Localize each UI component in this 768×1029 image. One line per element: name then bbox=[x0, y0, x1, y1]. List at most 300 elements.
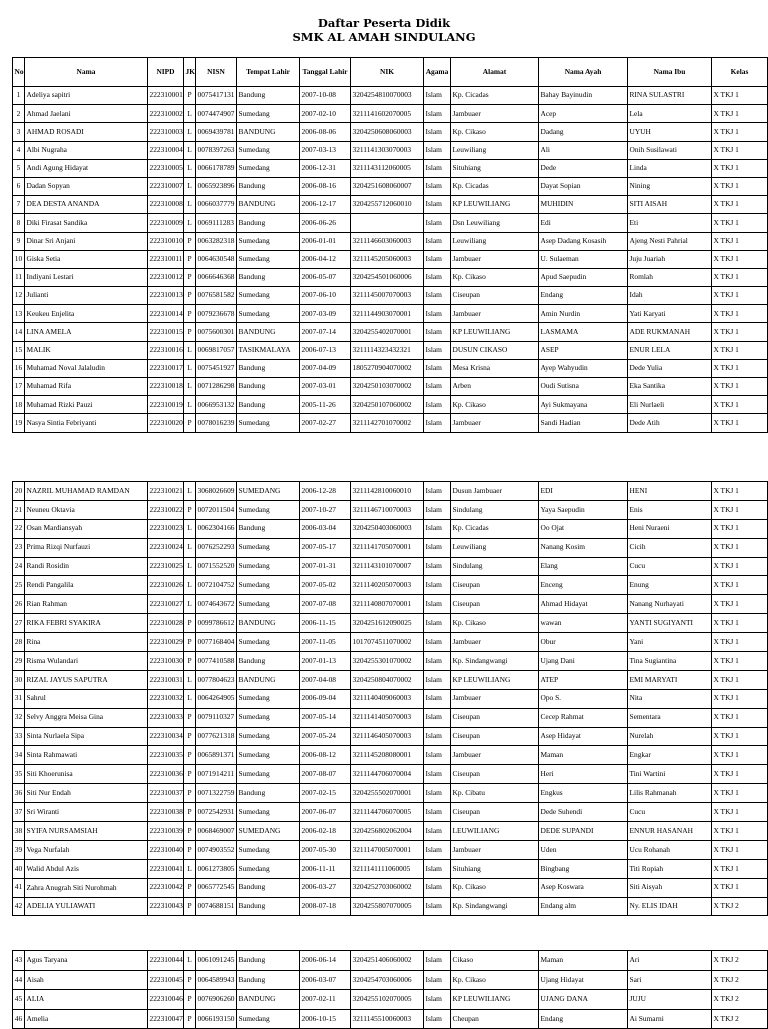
cell-nisn: 0066193150 bbox=[196, 1009, 237, 1029]
cell-alamat: Jambuaer bbox=[451, 250, 539, 268]
student-table-page-2 bbox=[12, 481, 768, 916]
cell-nipd: 222310035 bbox=[148, 746, 184, 765]
cell-agama: Islam bbox=[424, 482, 451, 501]
cell-nama-ayah: Edi bbox=[539, 214, 628, 232]
cell-alamat: Jambuaer bbox=[451, 746, 539, 765]
cell-nipd: 222310033 bbox=[148, 708, 184, 727]
cell-no: 46 bbox=[13, 1009, 25, 1029]
table-row bbox=[13, 970, 768, 990]
cell-nisn: 0099786612 bbox=[196, 614, 237, 633]
cell-nisn: 0066178789 bbox=[196, 159, 237, 177]
cell-nama: ALIA bbox=[25, 990, 148, 1010]
cell-nama-ibu: Cucu bbox=[628, 803, 712, 822]
cell-tanggal-lahir: 2007-10-27 bbox=[300, 500, 351, 519]
cell-tempat-lahir: Sumedang bbox=[237, 141, 300, 159]
cell-tempat-lahir: Bandung bbox=[237, 784, 300, 803]
cell-nisn: 0069817057 bbox=[196, 341, 237, 359]
cell-nama-ayah: Obur bbox=[539, 633, 628, 652]
cell-nama-ibu: Enung bbox=[628, 576, 712, 595]
table-row bbox=[13, 141, 768, 159]
cell-no: 43 bbox=[13, 951, 25, 971]
cell-nama-ayah: Ayi Sukmayana bbox=[539, 396, 628, 414]
cell-tempat-lahir: Bandung bbox=[237, 951, 300, 971]
header-nama-ibu: Nama Ibu bbox=[628, 58, 712, 87]
cell-agama: Islam bbox=[424, 196, 451, 214]
cell-nisn: 0074688151 bbox=[196, 897, 237, 916]
table-row bbox=[13, 519, 768, 538]
cell-tempat-lahir: Sumedang bbox=[237, 708, 300, 727]
cell-nik: 3211144706070005 bbox=[351, 803, 424, 822]
cell-kelas: X TKJ 1 bbox=[712, 538, 768, 557]
cell-nik: 3211146603060003 bbox=[351, 232, 424, 250]
cell-nik: 1805270904070002 bbox=[351, 359, 424, 377]
cell-nipd: 222310014 bbox=[148, 305, 184, 323]
cell-nama-ayah: ATEP bbox=[539, 670, 628, 689]
cell-nik: 3211143112060005 bbox=[351, 159, 424, 177]
cell-nama-ibu: YANTI SUGIYANTI bbox=[628, 614, 712, 633]
cell-tempat-lahir: Sumedang bbox=[237, 1009, 300, 1029]
cell-nama-ayah: Oo Ojat bbox=[539, 519, 628, 538]
header-no: No bbox=[13, 58, 25, 87]
cell-jk: P bbox=[184, 840, 196, 859]
cell-kelas: X TKJ 1 bbox=[712, 652, 768, 671]
cell-tanggal-lahir: 2007-03-09 bbox=[300, 305, 351, 323]
cell-nisn: 0063282318 bbox=[196, 232, 237, 250]
cell-no: 32 bbox=[13, 708, 25, 727]
cell-alamat: Kp. Cikaso bbox=[451, 396, 539, 414]
cell-jk: L bbox=[184, 214, 196, 232]
cell-tanggal-lahir: 2006-01-01 bbox=[300, 232, 351, 250]
cell-nik: 3204255402070001 bbox=[351, 323, 424, 341]
cell-tempat-lahir: Bandung bbox=[237, 87, 300, 105]
cell-agama: Islam bbox=[424, 341, 451, 359]
cell-nama-ibu: ENUR LELA bbox=[628, 341, 712, 359]
table-row bbox=[13, 196, 768, 214]
cell-nipd: 222310013 bbox=[148, 287, 184, 305]
cell-alamat: Ciseupan bbox=[451, 708, 539, 727]
cell-no: 26 bbox=[13, 595, 25, 614]
cell-nama-ibu: Idah bbox=[628, 287, 712, 305]
cell-nama-ibu: JUJU bbox=[628, 990, 712, 1010]
cell-tempat-lahir: Sumedang bbox=[237, 595, 300, 614]
cell-alamat: Dsn Leuwiliang bbox=[451, 214, 539, 232]
cell-jk: L bbox=[184, 105, 196, 123]
cell-jk: P bbox=[184, 727, 196, 746]
cell-no: 40 bbox=[13, 859, 25, 878]
cell-jk: P bbox=[184, 897, 196, 916]
cell-nik: 3204250403060003 bbox=[351, 519, 424, 538]
cell-nama-ayah: Bingbang bbox=[539, 859, 628, 878]
cell-tempat-lahir: Bandung bbox=[237, 177, 300, 195]
table-row bbox=[13, 323, 768, 341]
cell-nama-ayah: Opo S. bbox=[539, 689, 628, 708]
cell-nama: Walid Abdul Azis bbox=[25, 859, 148, 878]
cell-tempat-lahir: Sumedang bbox=[237, 746, 300, 765]
cell-jk: L bbox=[184, 670, 196, 689]
cell-jk: P bbox=[184, 633, 196, 652]
cell-nipd: 222310008 bbox=[148, 196, 184, 214]
cell-tempat-lahir: Bandung bbox=[237, 378, 300, 396]
cell-nama: Rendi Pangalila bbox=[25, 576, 148, 595]
cell-nipd: 222310024 bbox=[148, 538, 184, 557]
cell-nipd: 222310034 bbox=[148, 727, 184, 746]
cell-alamat: Ciseupan bbox=[451, 595, 539, 614]
cell-jk: P bbox=[184, 784, 196, 803]
cell-alamat: Arben bbox=[451, 378, 539, 396]
cell-nama-ibu: Heni Nuraeni bbox=[628, 519, 712, 538]
table-row bbox=[13, 576, 768, 595]
table-header-row bbox=[13, 58, 768, 87]
cell-nisn: 0066953132 bbox=[196, 396, 237, 414]
cell-jk: L bbox=[184, 557, 196, 576]
cell-nama-ayah: Endang alm bbox=[539, 897, 628, 916]
cell-no: 25 bbox=[13, 576, 25, 595]
cell-alamat: Kp. Sindangwangi bbox=[451, 652, 539, 671]
cell-tempat-lahir: Bandung bbox=[237, 652, 300, 671]
cell-no: 45 bbox=[13, 990, 25, 1010]
cell-nama-ayah: Ali bbox=[539, 141, 628, 159]
cell-tanggal-lahir: 2007-02-10 bbox=[300, 105, 351, 123]
cell-nisn: 0071322759 bbox=[196, 784, 237, 803]
cell-agama: Islam bbox=[424, 670, 451, 689]
cell-alamat: KP LEUWILIANG bbox=[451, 670, 539, 689]
cell-nik: 3211146710070003 bbox=[351, 500, 424, 519]
cell-kelas: X TKJ 1 bbox=[712, 670, 768, 689]
cell-nik: 3204250103070002 bbox=[351, 378, 424, 396]
cell-nama: Rina bbox=[25, 633, 148, 652]
cell-agama: Islam bbox=[424, 878, 451, 897]
cell-nama: MALIK bbox=[25, 341, 148, 359]
cell-nama-ibu: Romlah bbox=[628, 268, 712, 286]
cell-tanggal-lahir: 2007-02-11 bbox=[300, 990, 351, 1010]
cell-alamat: Kp. Sindangwangi bbox=[451, 897, 539, 916]
cell-nik: 3204250804070002 bbox=[351, 670, 424, 689]
cell-tanggal-lahir: 2005-11-26 bbox=[300, 396, 351, 414]
cell-agama: Islam bbox=[424, 633, 451, 652]
cell-nama-ayah: Maman bbox=[539, 951, 628, 971]
cell-nama-ayah: Asep Hidayat bbox=[539, 727, 628, 746]
table-row bbox=[13, 595, 768, 614]
cell-nik: 3211144706070004 bbox=[351, 765, 424, 784]
table-row bbox=[13, 287, 768, 305]
cell-nipd: 222310036 bbox=[148, 765, 184, 784]
cell-alamat: Leuwiliang bbox=[451, 232, 539, 250]
cell-kelas: X TKJ 1 bbox=[712, 177, 768, 195]
cell-nisn: 3068026609 bbox=[196, 482, 237, 501]
cell-tanggal-lahir: 2007-05-24 bbox=[300, 727, 351, 746]
cell-tanggal-lahir: 2006-07-13 bbox=[300, 341, 351, 359]
cell-nik: 3211145205060003 bbox=[351, 250, 424, 268]
cell-nisn: 0061273805 bbox=[196, 859, 237, 878]
header-nik: NIK bbox=[351, 58, 424, 87]
table-row bbox=[13, 633, 768, 652]
header-nama: Nama bbox=[25, 58, 148, 87]
cell-nama-ayah: Bahay Bayinudin bbox=[539, 87, 628, 105]
cell-jk: L bbox=[184, 519, 196, 538]
cell-kelas: X TKJ 1 bbox=[712, 878, 768, 897]
cell-nipd: 222310018 bbox=[148, 378, 184, 396]
cell-nama-ayah: EDI bbox=[539, 482, 628, 501]
cell-nama: Siti Khoerunisa bbox=[25, 765, 148, 784]
cell-no: 37 bbox=[13, 803, 25, 822]
cell-kelas: X TKJ 1 bbox=[712, 822, 768, 841]
cell-nama: Sinta Rahmawati bbox=[25, 746, 148, 765]
cell-nisn: 0066037779 bbox=[196, 196, 237, 214]
cell-kelas: X TKJ 1 bbox=[712, 840, 768, 859]
cell-nama-ibu: Ari bbox=[628, 951, 712, 971]
cell-nik: 3211140205070003 bbox=[351, 576, 424, 595]
cell-nisn: 0065772545 bbox=[196, 878, 237, 897]
table-row bbox=[13, 878, 768, 897]
cell-no: 38 bbox=[13, 822, 25, 841]
cell-nama-ibu: Lilis Rahmanah bbox=[628, 784, 712, 803]
cell-nama: Dinar Sri Anjani bbox=[25, 232, 148, 250]
table-row bbox=[13, 268, 768, 286]
cell-no: 6 bbox=[13, 177, 25, 195]
cell-nama: Vega Nurfalah bbox=[25, 840, 148, 859]
cell-nama: Dadan Sopyan bbox=[25, 177, 148, 195]
cell-agama: Islam bbox=[424, 708, 451, 727]
cell-nama-ayah: Apud Saepudin bbox=[539, 268, 628, 286]
cell-nama-ayah: U. Sulaeman bbox=[539, 250, 628, 268]
cell-nama-ibu: Ucu Rohanah bbox=[628, 840, 712, 859]
cell-tempat-lahir: TASIKMALAYA bbox=[237, 341, 300, 359]
cell-nama-ibu: Ajeng Nesti Pahrial bbox=[628, 232, 712, 250]
cell-jk: P bbox=[184, 268, 196, 286]
cell-no: 31 bbox=[13, 689, 25, 708]
cell-nik: 3204255102070005 bbox=[351, 990, 424, 1010]
cell-nik: 3204255807070005 bbox=[351, 897, 424, 916]
cell-tempat-lahir: Sumedang bbox=[237, 859, 300, 878]
cell-nama-ayah: Enceng bbox=[539, 576, 628, 595]
cell-nama-ibu: RINA SULASTRI bbox=[628, 87, 712, 105]
cell-nisn: 0065891371 bbox=[196, 746, 237, 765]
table-row bbox=[13, 159, 768, 177]
cell-tempat-lahir: Sumedang bbox=[237, 633, 300, 652]
cell-nama-ibu: Eka Santika bbox=[628, 378, 712, 396]
cell-jk: L bbox=[184, 123, 196, 141]
cell-no: 30 bbox=[13, 670, 25, 689]
cell-jk: L bbox=[184, 951, 196, 971]
cell-agama: Islam bbox=[424, 305, 451, 323]
cell-agama: Islam bbox=[424, 105, 451, 123]
cell-jk: P bbox=[184, 970, 196, 990]
cell-alamat: Sindulang bbox=[451, 557, 539, 576]
cell-agama: Islam bbox=[424, 803, 451, 822]
cell-agama: Islam bbox=[424, 123, 451, 141]
cell-nama-ayah: Heri bbox=[539, 765, 628, 784]
document-title: Daftar Peserta Didik bbox=[317, 16, 451, 30]
cell-nik bbox=[351, 214, 424, 232]
cell-nipd: 222310004 bbox=[148, 141, 184, 159]
cell-nisn: 0062304166 bbox=[196, 519, 237, 538]
cell-nik: 3204256802062004 bbox=[351, 822, 424, 841]
cell-nama: NAZRIL MUHAMAD RAMDAN bbox=[25, 482, 148, 501]
cell-nama-ayah: Ujang Dani bbox=[539, 652, 628, 671]
cell-nipd: 222310045 bbox=[148, 970, 184, 990]
cell-jk: L bbox=[184, 141, 196, 159]
cell-nama-ayah: Ayep Wahyudin bbox=[539, 359, 628, 377]
cell-alamat: Kp. Cikaso bbox=[451, 878, 539, 897]
cell-nipd: 222310030 bbox=[148, 652, 184, 671]
cell-kelas: X TKJ 1 bbox=[712, 727, 768, 746]
cell-nik: 3204251608060007 bbox=[351, 177, 424, 195]
cell-nisn: 0069111283 bbox=[196, 214, 237, 232]
cell-jk: P bbox=[184, 990, 196, 1010]
cell-nik: 3211141705070001 bbox=[351, 538, 424, 557]
cell-agama: Islam bbox=[424, 576, 451, 595]
cell-agama: Islam bbox=[424, 951, 451, 971]
cell-nipd: 222310047 bbox=[148, 1009, 184, 1029]
table-row bbox=[13, 232, 768, 250]
cell-nipd: 222310012 bbox=[148, 268, 184, 286]
cell-nipd: 222310042 bbox=[148, 878, 184, 897]
cell-nisn: 0077410588 bbox=[196, 652, 237, 671]
cell-kelas: X TKJ 1 bbox=[712, 595, 768, 614]
cell-no: 24 bbox=[13, 557, 25, 576]
cell-kelas: X TKJ 1 bbox=[712, 159, 768, 177]
table-row bbox=[13, 840, 768, 859]
cell-nama-ayah: Oudi Sutisna bbox=[539, 378, 628, 396]
cell-alamat: KP LEUWILIANG bbox=[451, 196, 539, 214]
cell-tempat-lahir: Sumedang bbox=[237, 250, 300, 268]
cell-nama-ibu: Titi Ropiah bbox=[628, 859, 712, 878]
cell-nama: Sinta Nurlaela Sipa bbox=[25, 727, 148, 746]
cell-tanggal-lahir: 2006-06-26 bbox=[300, 214, 351, 232]
cell-no: 44 bbox=[13, 970, 25, 990]
cell-nik: 3204255502070001 bbox=[351, 784, 424, 803]
cell-kelas: X TKJ 1 bbox=[712, 803, 768, 822]
cell-tempat-lahir: BANDUNG bbox=[237, 614, 300, 633]
cell-nama: Agus Taryana bbox=[25, 951, 148, 971]
cell-tanggal-lahir: 2007-05-14 bbox=[300, 708, 351, 727]
header-tempat-lahir: Tempat Lahir bbox=[237, 58, 300, 87]
cell-kelas: X TKJ 1 bbox=[712, 232, 768, 250]
cell-nipd: 222310029 bbox=[148, 633, 184, 652]
cell-kelas: X TKJ 1 bbox=[712, 765, 768, 784]
cell-jk: L bbox=[184, 538, 196, 557]
cell-tempat-lahir: BANDUNG bbox=[237, 670, 300, 689]
cell-nama-ibu: Eli Nurlaeli bbox=[628, 396, 712, 414]
cell-tempat-lahir: Bandung bbox=[237, 519, 300, 538]
header-tanggal-lahir: Tanggal Lahir bbox=[300, 58, 351, 87]
cell-nik: 3211141303070003 bbox=[351, 141, 424, 159]
table-row bbox=[13, 87, 768, 105]
school-name: SMK AL AMAH SINDULANG bbox=[292, 30, 476, 44]
cell-nama-ibu: Yani bbox=[628, 633, 712, 652]
header-alamat: Alamat bbox=[451, 58, 539, 87]
cell-nama-ibu: Dede Yulia bbox=[628, 359, 712, 377]
cell-nama: Adeliya sapitri bbox=[25, 87, 148, 105]
cell-nama: Siti Nur Endah bbox=[25, 784, 148, 803]
cell-nik: 3211143101070007 bbox=[351, 557, 424, 576]
cell-tempat-lahir: Bandung bbox=[237, 897, 300, 916]
table-row bbox=[13, 396, 768, 414]
cell-no: 7 bbox=[13, 196, 25, 214]
table-row bbox=[13, 990, 768, 1010]
cell-nama-ayah: Asep Koswara bbox=[539, 878, 628, 897]
cell-agama: Islam bbox=[424, 378, 451, 396]
cell-no: 2 bbox=[13, 105, 25, 123]
cell-tanggal-lahir: 2007-06-10 bbox=[300, 287, 351, 305]
cell-kelas: X TKJ 2 bbox=[712, 990, 768, 1010]
cell-alamat: Jambuaer bbox=[451, 414, 539, 432]
cell-no: 36 bbox=[13, 784, 25, 803]
cell-tempat-lahir: BANDUNG bbox=[237, 123, 300, 141]
cell-nama-ibu: SITI AISAH bbox=[628, 196, 712, 214]
cell-nik: 3204254810070003 bbox=[351, 87, 424, 105]
cell-nama-ibu: ADE RUKMANAH bbox=[628, 323, 712, 341]
table-row bbox=[13, 614, 768, 633]
cell-nipd: 222310046 bbox=[148, 990, 184, 1010]
cell-tempat-lahir: BANDUNG bbox=[237, 323, 300, 341]
table-row bbox=[13, 951, 768, 971]
cell-tanggal-lahir: 2006-10-15 bbox=[300, 1009, 351, 1029]
cell-nama: Muhamad Rizki Pauzi bbox=[25, 396, 148, 414]
cell-no: 9 bbox=[13, 232, 25, 250]
table-row bbox=[13, 897, 768, 916]
cell-nama: Sahrul bbox=[25, 689, 148, 708]
cell-nik: 3211142701070002 bbox=[351, 414, 424, 432]
cell-tempat-lahir: BANDUNG bbox=[237, 990, 300, 1010]
cell-no: 16 bbox=[13, 359, 25, 377]
cell-no: 13 bbox=[13, 305, 25, 323]
cell-alamat: Ciseupan bbox=[451, 576, 539, 595]
table-row bbox=[13, 359, 768, 377]
table-row bbox=[13, 746, 768, 765]
cell-nik: 3211141111060005 bbox=[351, 859, 424, 878]
cell-alamat: KP LEUWILIANG bbox=[451, 990, 539, 1010]
cell-alamat: DUSUN CIKASO bbox=[451, 341, 539, 359]
cell-alamat: Dusun Jambuaer bbox=[451, 482, 539, 501]
cell-kelas: X TKJ 1 bbox=[712, 268, 768, 286]
cell-nik: 3211147005070001 bbox=[351, 840, 424, 859]
cell-jk: L bbox=[184, 341, 196, 359]
cell-jk: P bbox=[184, 232, 196, 250]
cell-nama: DEA DESTA ANANDA bbox=[25, 196, 148, 214]
cell-kelas: X TKJ 1 bbox=[712, 287, 768, 305]
cell-tempat-lahir: Sumedang bbox=[237, 159, 300, 177]
cell-jk: L bbox=[184, 482, 196, 501]
cell-nik: 3204254703060006 bbox=[351, 970, 424, 990]
cell-kelas: X TKJ 1 bbox=[712, 500, 768, 519]
cell-nama: Rian Rahman bbox=[25, 595, 148, 614]
cell-nipd: 222310038 bbox=[148, 803, 184, 822]
cell-nama-ibu: Eti bbox=[628, 214, 712, 232]
cell-nama-ayah: DEDE SUPANDI bbox=[539, 822, 628, 841]
cell-nipd: 222310022 bbox=[148, 500, 184, 519]
cell-jk: P bbox=[184, 87, 196, 105]
cell-agama: Islam bbox=[424, 840, 451, 859]
cell-tempat-lahir: Sumedang bbox=[237, 287, 300, 305]
cell-tanggal-lahir: 2006-02-18 bbox=[300, 822, 351, 841]
cell-nama: SYIFA NURSAMSIAH bbox=[25, 822, 148, 841]
cell-nik: 3204250107060002 bbox=[351, 396, 424, 414]
cell-nipd: 222310027 bbox=[148, 595, 184, 614]
cell-alamat: Kp. Cikaso bbox=[451, 268, 539, 286]
cell-kelas: X TKJ 1 bbox=[712, 519, 768, 538]
cell-nik: 3211145208080001 bbox=[351, 746, 424, 765]
cell-nama-ibu: EMI MARYATI bbox=[628, 670, 712, 689]
cell-no: 27 bbox=[13, 614, 25, 633]
cell-tanggal-lahir: 2006-08-06 bbox=[300, 123, 351, 141]
cell-alamat: Situhiang bbox=[451, 159, 539, 177]
cell-no: 11 bbox=[13, 268, 25, 286]
cell-nisn: 0071914211 bbox=[196, 765, 237, 784]
cell-nama-ibu: Nurelah bbox=[628, 727, 712, 746]
cell-nik: 3211140807070001 bbox=[351, 595, 424, 614]
cell-nama-ayah: Dayat Sopian bbox=[539, 177, 628, 195]
